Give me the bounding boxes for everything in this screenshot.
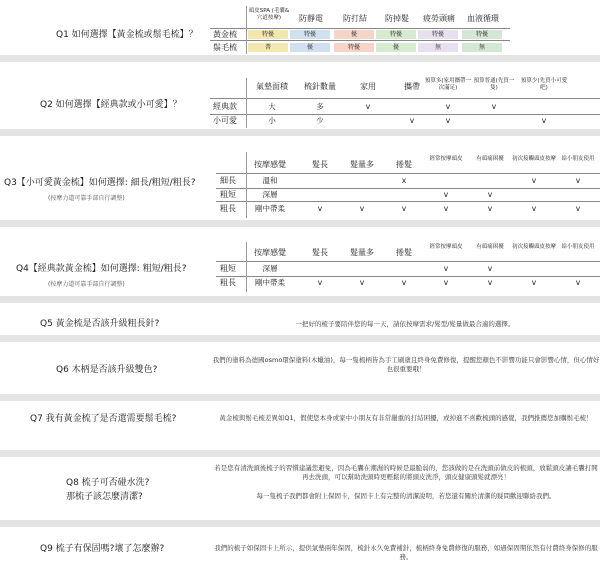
q4-cell: v xyxy=(575,278,581,287)
q8-question-1: Q8 梳子可否碰水洗? xyxy=(66,478,150,488)
q3-header: 髮量多 xyxy=(350,160,374,169)
q3-header: 給小朋友使用 xyxy=(561,156,595,162)
q4-cell: v xyxy=(359,278,365,287)
q2-cell: 大 xyxy=(268,102,276,111)
q1-cell: 特優 xyxy=(334,43,374,52)
q1-cell: 普 xyxy=(248,43,288,52)
q2-header: 氣墊面積 xyxy=(256,82,288,91)
q3-cell: v xyxy=(487,204,493,213)
q6-section xyxy=(0,342,600,404)
q4-header: 髮長 xyxy=(312,248,328,257)
q1-header: 疲勞頭痛 xyxy=(423,14,455,23)
q8-answer-1: 若是您有清洗頭後梳子的習慣建議您避免，因為毛囊在潮濕的時候是最脆弱的，您該做的是在洗頭前做皮的梳頭，放鬆頭皮讓毛囊打開再去洗頭，可以幫助洗頭時更輕鬆的將頭皮洗淨，頭皮健康頭髮就漂亮！ xyxy=(214,464,598,481)
q3-cell: v xyxy=(359,204,365,213)
q8-question-2: 那梳子該怎麼清潔? xyxy=(66,492,143,502)
divider xyxy=(216,201,600,202)
q4-cell: v xyxy=(443,278,449,287)
q2-cell: v xyxy=(409,116,415,125)
q8-section xyxy=(0,460,600,530)
q6-answer: 我們的塗料為德國osmo環保塗料(木蠟油)，每一隻梳柄皆為手工刷塗且終身免費修復，提醒您顏色不影響功能只會影響心情，但心情好也很重要哦！ xyxy=(212,356,600,373)
q4-row-label-2: 粗長 xyxy=(220,278,236,287)
q7-band xyxy=(0,450,600,457)
q4-header: 經常按摩頭皮 xyxy=(429,244,463,250)
q4-cell: v xyxy=(531,278,537,287)
q7-answer: 黃金梳與鬃毛梳差異如Q1，假使您本身或家中小朋友有非常嚴重的打結困擾，或掉進不喜歡梳頭的感覺，我們推薦您加購鬃毛梳！ xyxy=(219,414,593,422)
q3-note: (按摩力道可靠手部自行調整) xyxy=(48,195,125,202)
q2-cell: 多 xyxy=(316,102,324,111)
q3-band xyxy=(0,220,600,227)
q9-question: Q9 梳子有保固嗎?壞了怎麼辦? xyxy=(40,544,165,554)
q2-row-label-1: 經典款 xyxy=(213,102,237,111)
q4-cell: 剛中帶柔 xyxy=(255,278,285,287)
q3-cell: x xyxy=(401,176,407,185)
divider xyxy=(210,98,600,99)
q5-question: Q5 黃金梳是否該升級粗長針? xyxy=(40,319,160,329)
q1-cell: 特優 xyxy=(418,30,458,39)
q3-header: 捲髮 xyxy=(396,160,412,169)
q4-section xyxy=(0,238,600,316)
q6-band xyxy=(0,394,600,401)
q1-row-label-2: 鬃毛梳 xyxy=(213,43,237,52)
q3-cell: v xyxy=(443,204,449,213)
q8-answer-2: 每一隻梳子我們都會附上保固卡，保固卡上有完整的清潔說明，若您還有關於清潔的疑問歡迎聯絡我們。 xyxy=(256,492,556,500)
q3-cell: v xyxy=(575,176,581,185)
q2-cell: 少 xyxy=(316,116,324,125)
q4-cell: v xyxy=(487,278,493,287)
q1-header: 防掉髮 xyxy=(385,14,409,23)
q4-cell: v xyxy=(401,278,407,287)
q1-header: 血液循環 xyxy=(467,14,499,23)
divider xyxy=(246,152,247,218)
divider xyxy=(216,188,600,189)
q5-section xyxy=(0,316,600,342)
q3-cell: 溫和 xyxy=(262,176,278,185)
q2-header: 預算多(家用攜帶一次滿足) xyxy=(424,78,472,91)
q4-note: (按摩力道可靠手部自行調整) xyxy=(48,281,125,288)
q1-cell: 優 xyxy=(334,30,374,39)
q3-question: Q3【小可愛黃金梳】如何選擇: 細長/粗短/粗長? xyxy=(4,178,196,188)
q4-cell: v xyxy=(317,278,323,287)
q9-answer: 我們的梳子如保固卡上所示，提供氣墊兩年保固，梳針永久免費補針，梳柄終身免費修復的服務，如過保固期依然有付費終身保修的服務。 xyxy=(214,544,598,561)
q1-cell: 特優 xyxy=(462,30,502,39)
q3-header: 按摩感覺 xyxy=(254,160,286,169)
q2-cell: v xyxy=(445,116,451,125)
q4-question: Q4【經典款黃金梳】如何選擇: 粗短/粗長? xyxy=(16,264,187,274)
divider xyxy=(246,242,247,292)
q3-cell: v xyxy=(531,204,537,213)
q3-cell: 剛中帶柔 xyxy=(255,204,285,213)
q3-section xyxy=(0,138,600,238)
q3-header: 髮長 xyxy=(312,160,328,169)
q1-cell: 優 xyxy=(376,43,416,52)
q1-section xyxy=(0,0,600,62)
q1-cell: 優 xyxy=(290,43,330,52)
q2-row-label-2: 小可愛 xyxy=(213,116,237,125)
q1-header: 頭皮SPA (毛囊&穴道按摩) xyxy=(248,8,290,21)
q1-cell: 特優 xyxy=(248,30,288,39)
divider xyxy=(216,173,600,174)
q3-cell: v xyxy=(487,190,493,199)
q2-question: Q2 如何選擇【經典款或小可愛】？ xyxy=(40,100,182,110)
q3-row-label-2: 粗短 xyxy=(220,190,236,199)
q2-header: 預算普通(先買一隻) xyxy=(473,78,515,91)
q5-band xyxy=(0,335,600,342)
q4-header: 按摩感覺 xyxy=(254,248,286,257)
q1-cell: 特優 xyxy=(376,30,416,39)
q3-header: 初次接觸頭皮按摩 xyxy=(512,156,557,162)
divider xyxy=(210,28,510,29)
q3-cell: v xyxy=(531,176,537,185)
q2-header: 家用 xyxy=(360,82,376,91)
q1-band xyxy=(0,55,600,62)
q3-cell: v xyxy=(443,190,449,199)
q2-header: 梳針數量 xyxy=(304,82,336,91)
q3-cell: v xyxy=(401,204,407,213)
q2-section xyxy=(0,62,600,138)
q1-question: Q1 如何選擇【黃金梳或鬃毛梳】？ xyxy=(56,30,198,40)
q1-header: 防打結 xyxy=(343,14,367,23)
divider xyxy=(210,114,600,115)
q2-cell: v xyxy=(541,116,547,125)
divider xyxy=(246,78,247,128)
q3-row-label-3: 粗長 xyxy=(220,204,236,213)
q4-header: 髮量多 xyxy=(350,248,374,257)
q3-cell: 深層 xyxy=(262,190,278,199)
q1-cell: 無 xyxy=(418,43,458,52)
q4-header: 給小朋友使用 xyxy=(561,244,595,250)
q3-cell: v xyxy=(317,204,323,213)
q2-cell: v xyxy=(365,102,371,111)
q4-header: 初次接觸頭皮按摩 xyxy=(512,244,557,250)
q1-cell: 無 xyxy=(462,43,502,52)
q3-cell: v xyxy=(575,204,581,213)
q1-cell: 特優 xyxy=(290,30,330,39)
q9-section xyxy=(0,530,600,571)
q7-question: Q7 我有黃金梳了是否還需要鬃毛梳? xyxy=(30,414,177,424)
q3-row-label-1: 細長 xyxy=(220,176,236,185)
q4-band xyxy=(0,296,600,303)
q4-header: 捲髮 xyxy=(396,248,412,257)
q2-cell: v xyxy=(445,102,451,111)
q3-header: 有頭痛困擾 xyxy=(476,156,504,162)
divider xyxy=(246,6,247,54)
q1-header: 防靜電 xyxy=(299,14,323,23)
q4-row-label-1: 粗短 xyxy=(220,264,236,273)
q2-band xyxy=(0,129,600,136)
q4-header: 有頭痛困擾 xyxy=(476,244,504,250)
q8-band xyxy=(0,520,600,527)
q2-header: 預算少(先買小可愛吧) xyxy=(520,78,568,91)
q4-cell: 深層 xyxy=(262,264,278,273)
q5-answer: 一把好的梳子要陪伴您的每一天，請依按摩需求/髮型/髮量做最合適的選擇。 xyxy=(295,320,515,328)
q4-cell: v xyxy=(443,264,449,273)
q2-header: 攜帶 xyxy=(404,82,420,91)
q2-cell: 小 xyxy=(268,116,276,125)
q4-cell: v xyxy=(487,264,493,273)
divider xyxy=(216,276,600,277)
q7-section xyxy=(0,404,600,460)
q6-question: Q6 木柄是否該升級雙色? xyxy=(56,365,158,375)
q1-row-label-1: 黃金梳 xyxy=(213,30,237,39)
divider xyxy=(210,40,510,41)
q3-header: 經常按摩頭皮 xyxy=(429,156,463,162)
divider xyxy=(216,261,600,262)
q2-cell: v xyxy=(491,102,497,111)
